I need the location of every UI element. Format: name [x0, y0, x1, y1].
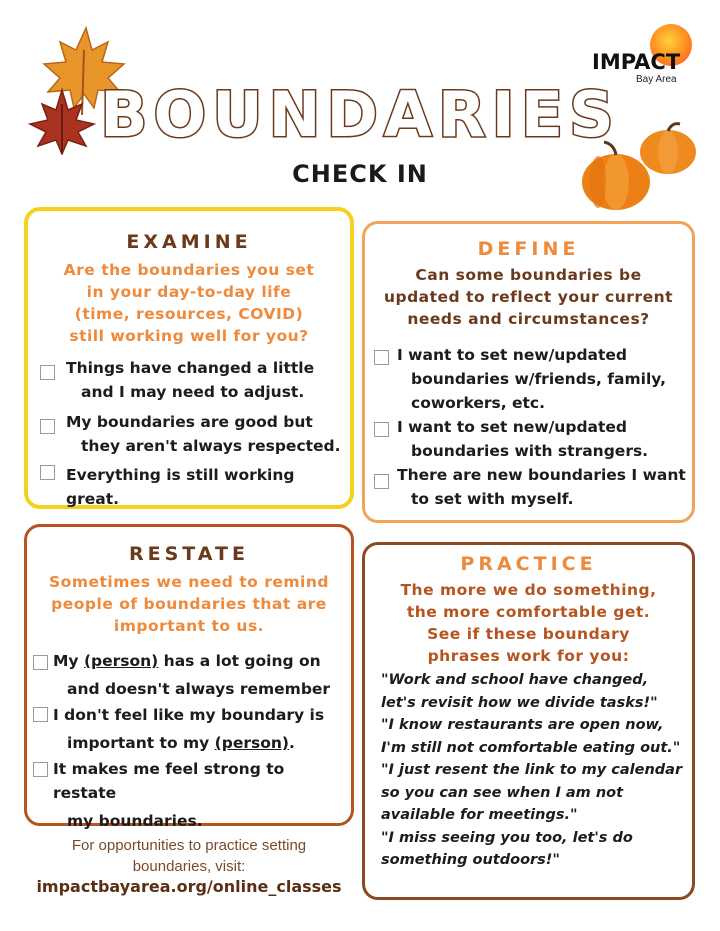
- define-question: Can some boundaries be updated to reflect your current needs and circumstances?: [383, 266, 674, 328]
- examine-option-1: Things have changed a little and I may need to adjust.: [66, 359, 315, 401]
- practice-phrases: [381, 669, 686, 872]
- phrase-line: let's revisit how we divide tasks!": [381, 694, 658, 711]
- phrase-line: I'm still not comfortable eating out.": [381, 739, 681, 756]
- restate-option-3: It makes me feel strong to restate my boundaries.: [53, 760, 285, 830]
- checkbox-define-2[interactable]: [374, 422, 389, 437]
- phrase-line: something outdoors!": [381, 852, 560, 868]
- checkbox-restate-1[interactable]: [33, 655, 48, 670]
- phrase-line: "I just resent the link to my calendar: [381, 762, 683, 778]
- footer-text: For opportunities to practice setting boundaries, visit:: [71, 837, 307, 875]
- restate-option-2: I don't feel like my boundary is important to my (person).: [53, 706, 325, 752]
- checkbox-examine-1[interactable]: [40, 365, 55, 380]
- define-option-2: I want to set new/updated boundaries with strangers.: [397, 418, 649, 460]
- examine-option-2: My boundaries are good but they aren't always respected.: [66, 413, 341, 455]
- logo-subtitle: Bay Area: [636, 74, 677, 85]
- define-card: [362, 221, 695, 523]
- phrase-line: "Work and school have changed,: [381, 672, 649, 688]
- practice-card: [362, 542, 695, 900]
- restate-card: [24, 524, 354, 830]
- practice-heading: PRACTICE: [460, 553, 597, 575]
- page-subtitle: CHECK IN: [292, 160, 428, 188]
- checkbox-restate-2[interactable]: [33, 707, 48, 722]
- examine-card: [24, 207, 354, 509]
- define-option-1: I want to set new/updated boundaries w/friends, family, coworkers, etc.: [397, 346, 667, 412]
- examine-heading: EXAMINE: [126, 231, 252, 253]
- restate-heading: RESTATE: [129, 543, 249, 565]
- checkbox-restate-3[interactable]: [33, 762, 48, 777]
- checkbox-define-3[interactable]: [374, 474, 389, 489]
- page-title: BOUNDARIES: [100, 78, 620, 151]
- phrase-line: available for meetings.": [381, 807, 578, 823]
- phrase-line: "I know restaurants are open now,: [381, 717, 664, 733]
- practice-question: The more we do something, the more comfortable get. See if these boundary phrases work for you:: [400, 581, 657, 665]
- define-heading: DEFINE: [477, 238, 580, 260]
- examine-question: Are the boundaries you set in your day-to-day life (time, resources, COVID) still working well for you?: [63, 261, 315, 345]
- phrase-line: so you can see when I am not: [381, 784, 624, 801]
- footer-link[interactable]: impactbayarea.org/online_classes: [36, 877, 342, 896]
- restate-question: Sometimes we need to remind people of boundaries that are important to us.: [49, 573, 329, 635]
- define-option-3: There are new boundaries I want to set with myself.: [397, 466, 686, 508]
- phrase-line: "I miss seeing you too, let's do: [381, 829, 633, 846]
- logo-name: IMPACT: [592, 50, 681, 74]
- examine-option-3: Everything is still working great.: [66, 466, 295, 508]
- restate-option-1: My (person) has a lot going on and doesn't always remember: [53, 652, 331, 698]
- checkbox-examine-2[interactable]: [40, 419, 55, 434]
- checkbox-define-1[interactable]: [374, 350, 389, 365]
- checkbox-examine-3[interactable]: [40, 465, 55, 480]
